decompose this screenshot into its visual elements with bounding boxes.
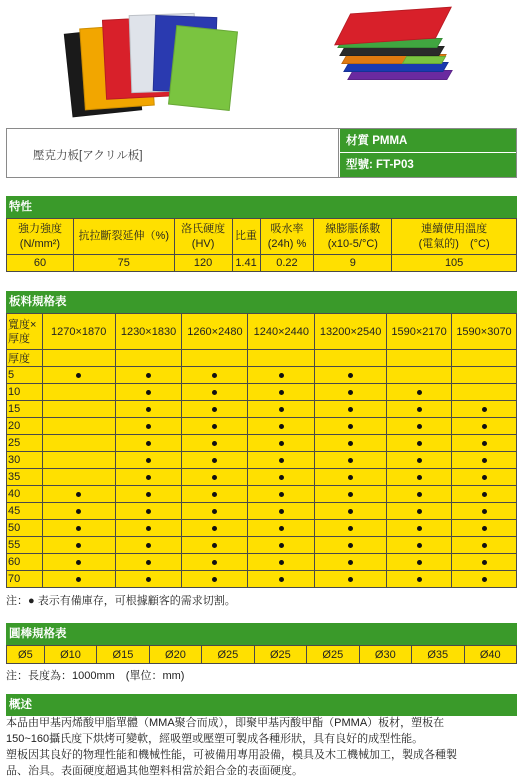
overview-line: 塑板因其良好的物理性能和機械性能，可被備用專用設備，模具及木工機械加工，製成各種製 — [6, 749, 457, 761]
availability-cell — [315, 486, 387, 503]
in-stock-dot-icon — [417, 424, 422, 429]
in-stock-dot-icon — [146, 577, 151, 582]
empty-cell — [387, 350, 452, 367]
properties-table — [6, 218, 517, 272]
corner-label-width: 寬度× — [8, 318, 37, 331]
in-stock-dot-icon — [212, 475, 217, 480]
in-stock-dot-icon — [146, 543, 151, 548]
overview-line: 150~160攝氏度下烘烤可變軟，經吸塑或壓塑可製成各種形狀，具有良好的成型性能。 — [6, 733, 424, 745]
table-row — [7, 384, 517, 401]
availability-cell — [248, 367, 315, 384]
empty-cell — [315, 350, 387, 367]
in-stock-dot-icon — [482, 577, 487, 582]
availability-cell — [182, 486, 248, 503]
in-stock-dot-icon — [417, 577, 422, 582]
in-stock-dot-icon — [417, 458, 422, 463]
availability-cell — [387, 520, 452, 537]
availability-cell — [315, 367, 387, 384]
in-stock-dot-icon — [146, 390, 151, 395]
availability-cell — [115, 520, 182, 537]
in-stock-dot-icon — [482, 441, 487, 446]
in-stock-dot-icon — [279, 475, 284, 480]
in-stock-dot-icon — [279, 373, 284, 378]
availability-cell — [42, 520, 115, 537]
thickness-value: 20 — [7, 418, 43, 435]
availability-cell — [182, 367, 248, 384]
thickness-value: 40 — [7, 486, 43, 503]
in-stock-dot-icon — [348, 492, 353, 497]
corner-label-thickness: 厚度 — [8, 332, 30, 345]
sheet-size-header: 1230×1830 — [115, 314, 182, 350]
in-stock-dot-icon — [348, 526, 353, 531]
in-stock-dot-icon — [417, 543, 422, 548]
availability-cell — [387, 537, 452, 554]
in-stock-dot-icon — [146, 526, 151, 531]
availability-cell — [248, 520, 315, 537]
property-value: 75 — [73, 255, 174, 272]
in-stock-dot-icon — [212, 492, 217, 497]
availability-cell — [115, 554, 182, 571]
availability-cell — [248, 503, 315, 520]
availability-cell — [115, 418, 182, 435]
sheet-size-header: 1590×3070 — [452, 314, 517, 350]
availability-cell — [452, 486, 517, 503]
availability-cell — [452, 520, 517, 537]
thickness-value: 35 — [7, 469, 43, 486]
table-row — [7, 435, 517, 452]
properties-header: 特性 — [6, 196, 517, 218]
availability-cell — [115, 367, 182, 384]
table-row — [7, 469, 517, 486]
rod-specs-table — [6, 645, 517, 664]
in-stock-dot-icon — [348, 577, 353, 582]
availability-cell — [115, 452, 182, 469]
availability-cell — [248, 401, 315, 418]
thickness-value: 45 — [7, 503, 43, 520]
availability-cell — [182, 537, 248, 554]
product-meta — [340, 129, 516, 177]
property-header — [260, 219, 314, 255]
availability-cell — [115, 486, 182, 503]
table-row — [7, 486, 517, 503]
rod-diameter-cell: Ø25 — [254, 646, 306, 664]
sheet-specs-table — [6, 313, 517, 588]
in-stock-dot-icon — [279, 458, 284, 463]
availability-cell — [42, 452, 115, 469]
thickness-label: 厚度 — [7, 350, 43, 367]
availability-cell — [387, 452, 452, 469]
property-value: 105 — [392, 255, 517, 272]
availability-cell — [42, 571, 115, 588]
in-stock-dot-icon — [279, 390, 284, 395]
in-stock-dot-icon — [417, 441, 422, 446]
property-header-line1: 洛氏硬度 — [181, 222, 226, 235]
availability-cell — [452, 384, 517, 401]
in-stock-dot-icon — [212, 543, 217, 548]
in-stock-dot-icon — [212, 390, 217, 395]
material-label: 材質 PMMA — [340, 129, 516, 153]
availability-cell — [42, 401, 115, 418]
thickness-value: 55 — [7, 537, 43, 554]
in-stock-dot-icon — [348, 543, 353, 548]
availability-cell — [42, 469, 115, 486]
availability-cell — [315, 452, 387, 469]
in-stock-dot-icon — [146, 424, 151, 429]
availability-cell — [315, 537, 387, 554]
availability-cell — [248, 384, 315, 401]
property-header-line2: (電氣的) (°C) — [418, 237, 490, 250]
in-stock-dot-icon — [348, 560, 353, 565]
availability-cell — [387, 486, 452, 503]
availability-cell — [452, 435, 517, 452]
in-stock-dot-icon — [146, 509, 151, 514]
property-value: 0.22 — [260, 255, 314, 272]
property-header-line2: (x10-5/°C) — [327, 237, 378, 250]
in-stock-dot-icon — [417, 509, 422, 514]
rod-diameter-cell: Ø35 — [412, 646, 464, 664]
availability-cell — [387, 418, 452, 435]
in-stock-dot-icon — [212, 509, 217, 514]
property-header — [174, 219, 232, 255]
in-stock-dot-icon — [348, 373, 353, 378]
availability-cell — [452, 554, 517, 571]
in-stock-dot-icon — [348, 407, 353, 412]
availability-cell — [452, 401, 517, 418]
availability-cell — [315, 571, 387, 588]
in-stock-dot-icon — [279, 407, 284, 412]
in-stock-dot-icon — [212, 458, 217, 463]
availability-cell — [315, 401, 387, 418]
availability-cell — [315, 469, 387, 486]
availability-cell — [248, 571, 315, 588]
thickness-value: 50 — [7, 520, 43, 537]
table-row — [7, 401, 517, 418]
empty-cell — [248, 350, 315, 367]
property-header-line2: (24h) % — [267, 237, 307, 250]
thickness-value: 10 — [7, 384, 43, 401]
property-header — [73, 219, 174, 255]
in-stock-dot-icon — [146, 492, 151, 497]
in-stock-dot-icon — [482, 526, 487, 531]
availability-cell — [115, 503, 182, 520]
availability-cell — [315, 520, 387, 537]
in-stock-dot-icon — [146, 475, 151, 480]
availability-cell — [387, 401, 452, 418]
availability-cell — [182, 384, 248, 401]
availability-cell — [115, 537, 182, 554]
property-header-line1: 線膨脹係數 — [325, 222, 381, 235]
table-row — [7, 571, 517, 588]
in-stock-dot-icon — [417, 560, 422, 565]
in-stock-dot-icon — [279, 492, 284, 497]
availability-cell — [42, 537, 115, 554]
availability-cell — [452, 503, 517, 520]
property-value: 1.41 — [232, 255, 260, 272]
availability-cell — [387, 554, 452, 571]
table-row — [7, 418, 517, 435]
property-header — [392, 219, 517, 255]
table-row — [7, 520, 517, 537]
availability-cell — [248, 469, 315, 486]
availability-cell — [182, 435, 248, 452]
in-stock-dot-icon — [482, 407, 487, 412]
sheet-size-header: 1270×1870 — [42, 314, 115, 350]
in-stock-dot-icon — [417, 390, 422, 395]
availability-cell — [182, 503, 248, 520]
thickness-value: 15 — [7, 401, 43, 418]
thickness-value: 30 — [7, 452, 43, 469]
sheet-size-header: 1590×2170 — [387, 314, 452, 350]
availability-cell — [315, 418, 387, 435]
thickness-value: 25 — [7, 435, 43, 452]
in-stock-dot-icon — [348, 458, 353, 463]
availability-cell — [182, 571, 248, 588]
thickness-value: 70 — [7, 571, 43, 588]
empty-cell — [182, 350, 248, 367]
availability-cell — [115, 571, 182, 588]
property-value: 120 — [174, 255, 232, 272]
in-stock-dot-icon — [76, 560, 81, 565]
in-stock-dot-icon — [279, 543, 284, 548]
in-stock-dot-icon — [279, 424, 284, 429]
in-stock-dot-icon — [417, 407, 422, 412]
empty-cell — [42, 350, 115, 367]
in-stock-dot-icon — [482, 543, 487, 548]
property-header — [232, 219, 260, 255]
availability-cell — [115, 435, 182, 452]
sheet-specs-note: 注：● 表示有備庫存，可根據顧客的需求切割。 — [6, 595, 236, 607]
acrylic-sheets-stack-image — [330, 4, 460, 104]
property-header — [7, 219, 74, 255]
property-header-line1: 吸水率 — [270, 222, 304, 235]
sheet-specs-header: 板料規格表 — [6, 291, 517, 313]
in-stock-dot-icon — [279, 526, 284, 531]
availability-cell — [387, 469, 452, 486]
empty-cell — [115, 350, 182, 367]
in-stock-dot-icon — [417, 475, 422, 480]
availability-cell — [315, 384, 387, 401]
in-stock-dot-icon — [482, 560, 487, 565]
in-stock-dot-icon — [279, 560, 284, 565]
availability-cell — [315, 503, 387, 520]
availability-cell — [115, 401, 182, 418]
availability-cell — [248, 486, 315, 503]
property-header-line2: (HV) — [191, 237, 215, 250]
overview-line: 品、治具。表面硬度超過其他塑料相當於鋁合金的表面硬度。 — [6, 765, 303, 777]
availability-cell — [182, 418, 248, 435]
product-name: 壓克力板[アクリル板] — [33, 150, 143, 162]
rod-diameter-cell: Ø30 — [359, 646, 411, 664]
property-header-line1: 強力強度 — [17, 222, 62, 235]
availability-cell — [315, 435, 387, 452]
in-stock-dot-icon — [348, 390, 353, 395]
in-stock-dot-icon — [212, 577, 217, 582]
overview-header: 概述 — [6, 694, 517, 716]
rod-diameter-cell: Ø15 — [97, 646, 149, 664]
table-row — [7, 554, 517, 571]
in-stock-dot-icon — [482, 492, 487, 497]
thickness-value: 60 — [7, 554, 43, 571]
in-stock-dot-icon — [212, 424, 217, 429]
availability-cell — [248, 435, 315, 452]
property-header-line1: 連續使用溫度 — [421, 222, 488, 235]
availability-cell — [387, 571, 452, 588]
availability-cell — [452, 418, 517, 435]
availability-cell — [452, 469, 517, 486]
rod-diameter-cell: Ø40 — [464, 646, 517, 664]
overview-line: 本品由甲基丙烯酸甲脂單體（MMA聚合而成），即聚甲基丙酸甲酯（PMMA）板材，塑板在 — [6, 717, 445, 729]
availability-cell — [42, 367, 115, 384]
in-stock-dot-icon — [76, 509, 81, 514]
property-header-line1: 比重 — [235, 230, 258, 242]
rod-diameter-cell: Ø10 — [44, 646, 96, 664]
availability-cell — [42, 554, 115, 571]
in-stock-dot-icon — [482, 475, 487, 480]
in-stock-dot-icon — [348, 475, 353, 480]
availability-cell — [182, 469, 248, 486]
availability-cell — [387, 367, 452, 384]
table-row — [7, 537, 517, 554]
availability-cell — [248, 537, 315, 554]
availability-cell — [387, 435, 452, 452]
product-name-cell — [7, 129, 339, 177]
rod-diameter-cell: Ø20 — [149, 646, 201, 664]
in-stock-dot-icon — [279, 441, 284, 446]
in-stock-dot-icon — [212, 373, 217, 378]
in-stock-dot-icon — [146, 560, 151, 565]
property-header-line1: 抗拉斷裂延伸（%) — [78, 230, 169, 242]
availability-cell — [115, 469, 182, 486]
property-value: 9 — [314, 255, 392, 272]
in-stock-dot-icon — [482, 509, 487, 514]
availability-cell — [182, 554, 248, 571]
rod-diameter-cell: Ø5 — [7, 646, 45, 664]
in-stock-dot-icon — [348, 509, 353, 514]
availability-cell — [315, 554, 387, 571]
availability-cell — [42, 503, 115, 520]
overview-text — [6, 715, 517, 779]
in-stock-dot-icon — [76, 543, 81, 548]
availability-cell — [248, 452, 315, 469]
sheet-size-header: 1260×2480 — [182, 314, 248, 350]
table-row — [7, 503, 517, 520]
table-row — [7, 452, 517, 469]
table-row — [7, 367, 517, 384]
in-stock-dot-icon — [212, 407, 217, 412]
sheet-size-header: 13200×2540 — [315, 314, 387, 350]
property-value: 60 — [7, 255, 74, 272]
empty-cell — [452, 350, 517, 367]
availability-cell — [42, 435, 115, 452]
in-stock-dot-icon — [348, 424, 353, 429]
availability-cell — [248, 554, 315, 571]
thickness-value: 5 — [7, 367, 43, 384]
property-header — [314, 219, 392, 255]
availability-cell — [452, 367, 517, 384]
in-stock-dot-icon — [76, 577, 81, 582]
rod-diameter-cell: Ø25 — [307, 646, 359, 664]
in-stock-dot-icon — [76, 373, 81, 378]
availability-cell — [452, 571, 517, 588]
product-info-box — [6, 128, 517, 178]
in-stock-dot-icon — [146, 407, 151, 412]
acrylic-sheets-fan-image — [60, 4, 250, 118]
in-stock-dot-icon — [482, 458, 487, 463]
rod-specs-note: 注：長度為：1000mm (單位：mm) — [6, 670, 185, 682]
in-stock-dot-icon — [348, 441, 353, 446]
availability-cell — [182, 452, 248, 469]
in-stock-dot-icon — [76, 526, 81, 531]
in-stock-dot-icon — [212, 441, 217, 446]
in-stock-dot-icon — [417, 526, 422, 531]
in-stock-dot-icon — [146, 441, 151, 446]
sheet-size-header: 1240×2440 — [248, 314, 315, 350]
in-stock-dot-icon — [279, 509, 284, 514]
availability-cell — [452, 452, 517, 469]
in-stock-dot-icon — [146, 458, 151, 463]
rod-specs-header: 圓棒規格表 — [6, 623, 517, 645]
in-stock-dot-icon — [212, 560, 217, 565]
availability-cell — [452, 537, 517, 554]
sheet-corner-cell — [7, 314, 43, 350]
property-header-line2: (N/mm²) — [19, 237, 61, 250]
model-label: 型號: FT-P03 — [340, 153, 516, 177]
availability-cell — [42, 418, 115, 435]
product-photos — [0, 0, 522, 122]
rod-diameter-cell: Ø25 — [202, 646, 254, 664]
in-stock-dot-icon — [417, 492, 422, 497]
in-stock-dot-icon — [212, 526, 217, 531]
availability-cell — [42, 486, 115, 503]
availability-cell — [387, 384, 452, 401]
in-stock-dot-icon — [146, 373, 151, 378]
availability-cell — [182, 520, 248, 537]
availability-cell — [182, 401, 248, 418]
in-stock-dot-icon — [279, 577, 284, 582]
in-stock-dot-icon — [482, 424, 487, 429]
availability-cell — [248, 418, 315, 435]
availability-cell — [115, 384, 182, 401]
in-stock-dot-icon — [76, 492, 81, 497]
availability-cell — [387, 503, 452, 520]
availability-cell — [42, 384, 115, 401]
